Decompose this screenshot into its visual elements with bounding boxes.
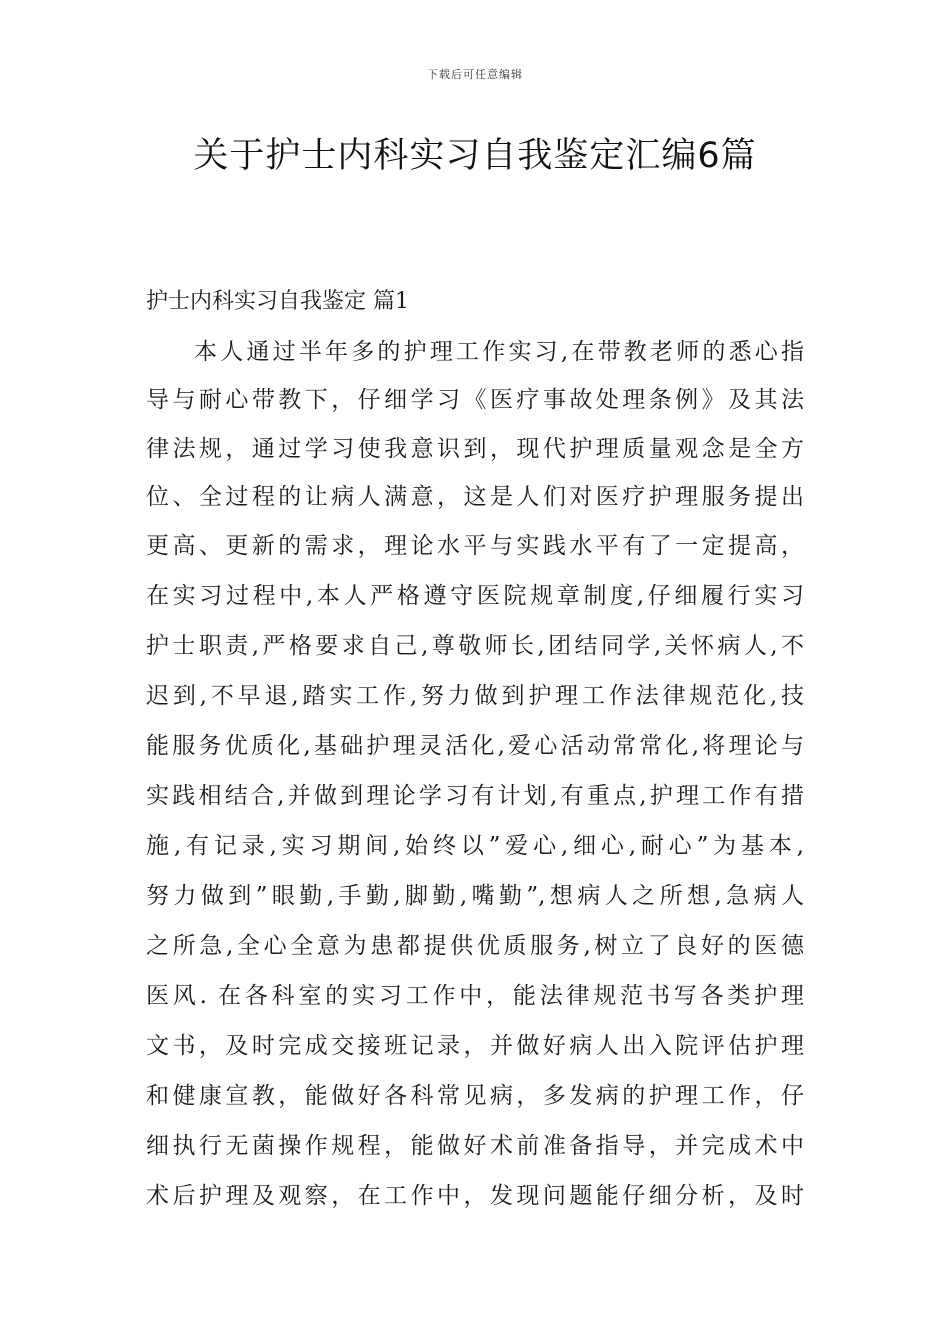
body-line: 细执行无菌操作规程，能做好术前准备指导，并完成术中	[146, 1133, 804, 1159]
body-line: 更高、更新的需求，理论水平与实践水平有了一定提高，	[146, 533, 804, 559]
body-line: 律法规，通过学习使我意识到，现代护理质量观念是全方	[146, 436, 804, 462]
body-line: 实践相结合,并做到理论学习有计划,有重点,护理工作有措	[146, 783, 804, 809]
body-line: 之所急,全心全意为患都提供优质服务,树立了良好的医德	[146, 933, 804, 959]
body-line: 导与耐心带教下，仔细学习《医疗事故处理条例》及其法	[146, 387, 804, 413]
body-line: 和健康宣教，能做好各科常见病，多发病的护理工作，仔	[146, 1083, 804, 1109]
body-line: 文书，及时完成交接班记录，并做好病人出入院评估护理	[146, 1033, 804, 1059]
page-header-note: 下载后可任意编辑	[427, 68, 523, 81]
body-line: 迟到,不早退,踏实工作,努力做到护理工作法律规范化,技	[146, 683, 804, 709]
section-heading: 护士内科实习自我鉴定 篇1	[146, 289, 409, 314]
body-line: 医风. 在各科室的实习工作中，能法律规范书写各类护理	[146, 983, 804, 1009]
body-line: 在实习过程中,本人严格遵守医院规章制度,仔细履行实习	[146, 583, 804, 609]
body-line: 本人通过半年多的护理工作实习,在带教老师的悉心指	[194, 339, 804, 365]
body-line: 努力做到”眼勤,手勤,脚勤,嘴勤”,想病人之所想,急病人	[146, 883, 804, 909]
body-line: 术后护理及观察，在工作中，发现问题能仔细分析，及时	[146, 1183, 804, 1209]
body-line: 位、全过程的让病人满意，这是人们对医疗护理服务提出	[146, 484, 804, 510]
document-title: 关于护士内科实习自我鉴定汇编6篇	[193, 136, 757, 176]
body-line: 施,有记录,实习期间,始终以”爱心,细心,耐心”为基本,	[146, 833, 804, 859]
body-line: 能服务优质化,基础护理灵活化,爱心活动常常化,将理论与	[146, 733, 804, 759]
body-line: 护士职责,严格要求自己,尊敬师长,团结同学,关怀病人,不	[146, 633, 804, 659]
